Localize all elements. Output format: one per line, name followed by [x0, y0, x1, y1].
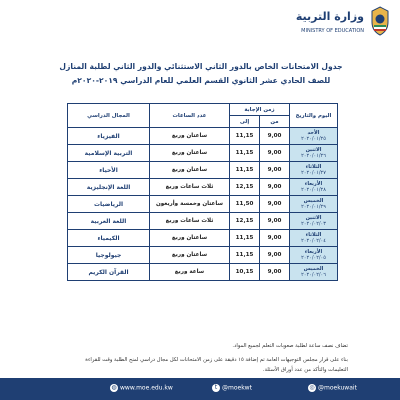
from-cell: 9,00 — [260, 128, 290, 145]
subject-cell: الرياضيات — [68, 196, 150, 213]
from-cell: 9,00 — [260, 230, 290, 247]
ministry-name-english: MINISTRY OF EDUCATION — [301, 28, 364, 34]
ministry-name-arabic: وزارة التربية — [295, 10, 364, 23]
subject-cell: الأحياء — [68, 162, 150, 179]
subject-cell: الكيمياء — [68, 230, 150, 247]
day-date-cell: الأربعاء ٢٠٢٠/٠٢/٠٥ — [290, 247, 338, 264]
to-cell: 11,15 — [230, 145, 260, 162]
to-cell: 12,15 — [230, 179, 260, 196]
from-cell: 9,00 — [260, 213, 290, 230]
day-date-cell: الاثنين ٢٠٢٠/٠١/٢٦ — [290, 145, 338, 162]
day-date-cell: الأربعاء ٢٠٢٠/٠١/٢٨ — [290, 179, 338, 196]
subject-cell: التربية الإسلامية — [68, 145, 150, 162]
twitter-icon: t — [212, 384, 220, 392]
header-answer-time: زمن الإجابة — [230, 104, 290, 116]
from-cell: 9,00 — [260, 196, 290, 213]
hours-cell: ساعة وربع — [150, 264, 230, 281]
hours-cell: ساعتان وخمسة وأربعون — [150, 196, 230, 213]
note-extra-time: بناء على قرار مجلس التوجيهات العامة تم إضافة ١٥ دقيقة على زمن الامتحانات لكل مجال دراسي لمنح الطلبة وقت للقراءة — [85, 357, 348, 363]
footer-instagram[interactable] — [308, 384, 357, 392]
hours-cell: ساعتان وربع — [150, 230, 230, 247]
to-cell: 11,15 — [230, 230, 260, 247]
day-date-cell: الخميس ٢٠٢٠/٠١/٢٩ — [290, 196, 338, 213]
header-day-date: اليوم والتاريخ — [290, 104, 338, 128]
to-cell: 10,15 — [230, 264, 260, 281]
table-row — [68, 247, 338, 264]
header-from: من — [260, 116, 290, 128]
hours-cell: ساعتان وربع — [150, 128, 230, 145]
to-cell: 11,15 — [230, 247, 260, 264]
website-text[interactable]: www.moe.edu.kw — [120, 384, 173, 392]
exam-schedule-table — [67, 103, 338, 281]
subject-cell: القرآن الكريم — [68, 264, 150, 281]
table-row — [68, 230, 338, 247]
footer-website[interactable] — [110, 384, 173, 392]
table-row — [68, 145, 338, 162]
day-date-cell: الخميس ٢٠٢٠/٠٢/٠٦ — [290, 264, 338, 281]
hours-cell: ساعتان وربع — [150, 162, 230, 179]
subject-cell: اللغة العربية — [68, 213, 150, 230]
header-hours: عدد الساعات — [150, 104, 230, 128]
note-instructions: التعليمات والتأكد من عدد أوراق الأسئلة. — [262, 367, 348, 373]
to-cell: 11,15 — [230, 162, 260, 179]
instagram-icon: ◎ — [309, 384, 315, 391]
subject-cell: اللغة الإنجليزية — [68, 179, 150, 196]
to-cell: 11,50 — [230, 196, 260, 213]
day-date-cell: الاثنين ٢٠٢٠/٠٢/٠٣ — [290, 213, 338, 230]
from-cell: 9,00 — [260, 162, 290, 179]
day-date-cell: الثلاثاء ٢٠٢٠/٠١/٢٧ — [290, 162, 338, 179]
hours-cell: ثلاث ساعات وربع — [150, 213, 230, 230]
twitter-handle[interactable]: @moekwt — [222, 384, 252, 392]
to-cell: 12,15 — [230, 213, 260, 230]
hours-cell: ساعتان وربع — [150, 145, 230, 162]
from-cell: 9,00 — [260, 145, 290, 162]
from-cell: 9,00 — [260, 247, 290, 264]
schedule-subtitle: للصف الحادي عشر الثانوي القسم العلمي للعام الدراسي ٢٠١٩-٢٠٢٠م — [71, 76, 331, 85]
footer-bar — [0, 378, 400, 400]
hours-cell: ساعتان وربع — [150, 247, 230, 264]
day-date-cell: الأحد ٢٠٢٠/٠١/٢٥ — [290, 128, 338, 145]
day-date-cell: الثلاثاء ٢٠٢٠/٠٢/٠٤ — [290, 230, 338, 247]
table-row — [68, 162, 338, 179]
hours-cell: ثلاث ساعات وربع — [150, 179, 230, 196]
instagram-handle[interactable]: @moekuwait — [318, 384, 357, 392]
note-learning-difficulties: تضاف نصف ساعة لطلبة صعوبات التعلم لجميع المواد. — [232, 343, 348, 349]
table-row — [68, 179, 338, 196]
footer-twitter[interactable] — [212, 384, 252, 392]
table-row — [68, 213, 338, 230]
ministry-logo — [274, 6, 392, 48]
to-cell: 11,15 — [230, 128, 260, 145]
kuwait-emblem-icon — [368, 6, 392, 36]
header-to: إلى — [230, 116, 260, 128]
table-row — [68, 264, 338, 281]
schedule-title: جدول الامتحانات الخاص بالدور الثاني الاستثنائي والدور الثاني لطلبة المنازل — [59, 62, 343, 71]
table-row — [68, 196, 338, 213]
globe-icon: ◍ — [111, 384, 117, 391]
from-cell: 9,00 — [260, 179, 290, 196]
table-row — [68, 128, 338, 145]
subject-cell: جيولوجيا — [68, 247, 150, 264]
subject-cell: الفيزياء — [68, 128, 150, 145]
header-subject: المجال الدراسي — [68, 104, 150, 128]
from-cell: 9,00 — [260, 264, 290, 281]
